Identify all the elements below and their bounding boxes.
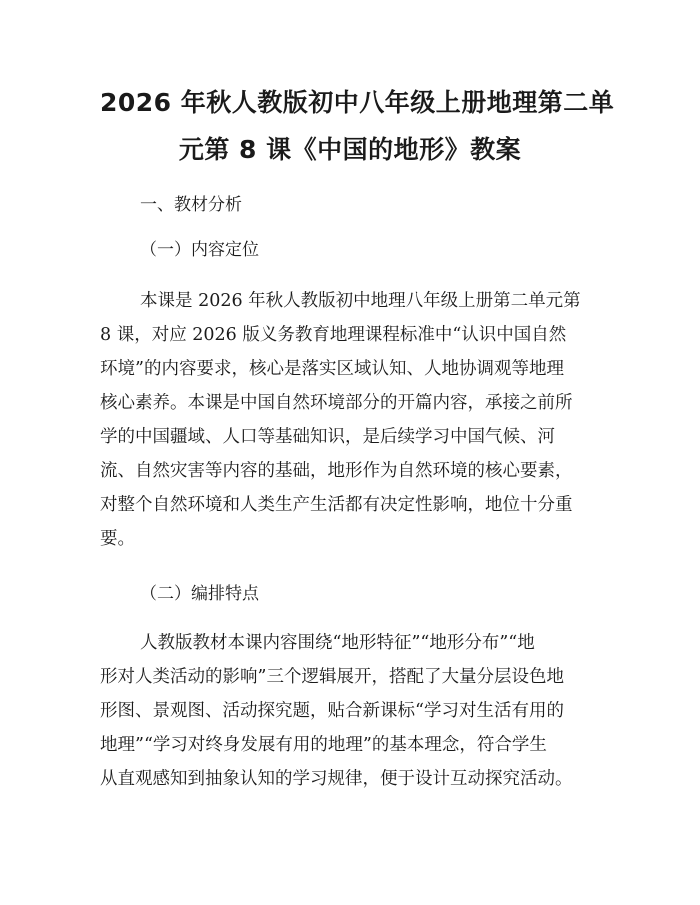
section-heading-textbook-analysis: 一、教材分析 <box>140 195 242 215</box>
paragraph-line: 环境”的内容要求，核心是落实区域认知、人地协调观等地理 <box>100 359 564 379</box>
paragraph-line: 核心素养。本课是中国自然环境部分的开篇内容，承接之前所 <box>100 393 573 413</box>
paragraph-line: 流、自然灾害等内容的基础，地形作为自然环境的核心要素， <box>100 461 573 481</box>
document-title-line-2: 元第 8 课《中国的地形》教案 <box>178 135 522 164</box>
paragraph-line: 8 课，对应 2026 版义务教育地理课程标准中“认识中国自然 <box>100 325 567 345</box>
subsection-heading-content-positioning: （一）内容定位 <box>140 240 259 260</box>
paragraph-line: 对整个自然环境和人类生产生活都有决定性影响，地位十分重 <box>100 495 573 515</box>
paragraph-line: 形对人类活动的影响”三个逻辑展开，搭配了大量分层设色地 <box>100 667 564 687</box>
paragraph-line: 要。 <box>100 529 135 549</box>
paragraph-line: 学的中国疆域、人口等基础知识，是后续学习中国气候、河 <box>100 427 555 447</box>
subsection-heading-layout-features: （二）编排特点 <box>140 584 259 604</box>
paragraph-line: 从直观感知到抽象认知的学习规律，便于设计互动探究活动。 <box>100 769 573 789</box>
paragraph-layout-features <box>100 626 600 796</box>
paragraph-line: 地理”“学习对终身发展有用的地理”的基本理念，符合学生 <box>100 735 547 755</box>
paragraph-line: 形图、景观图、活动探究题，贴合新课标“学习对生活有用的 <box>100 701 564 721</box>
paragraph-line: 人教版教材本课内容围绕“地形特征”“地形分布”“地 <box>140 633 535 653</box>
document-title-line-1: 2026 年秋人教版初中八年级上册地理第二单 <box>100 88 615 117</box>
paragraph-line: 本课是 2026 年秋人教版初中地理八年级上册第二单元第 <box>140 291 581 311</box>
paragraph-content-positioning <box>100 284 600 556</box>
